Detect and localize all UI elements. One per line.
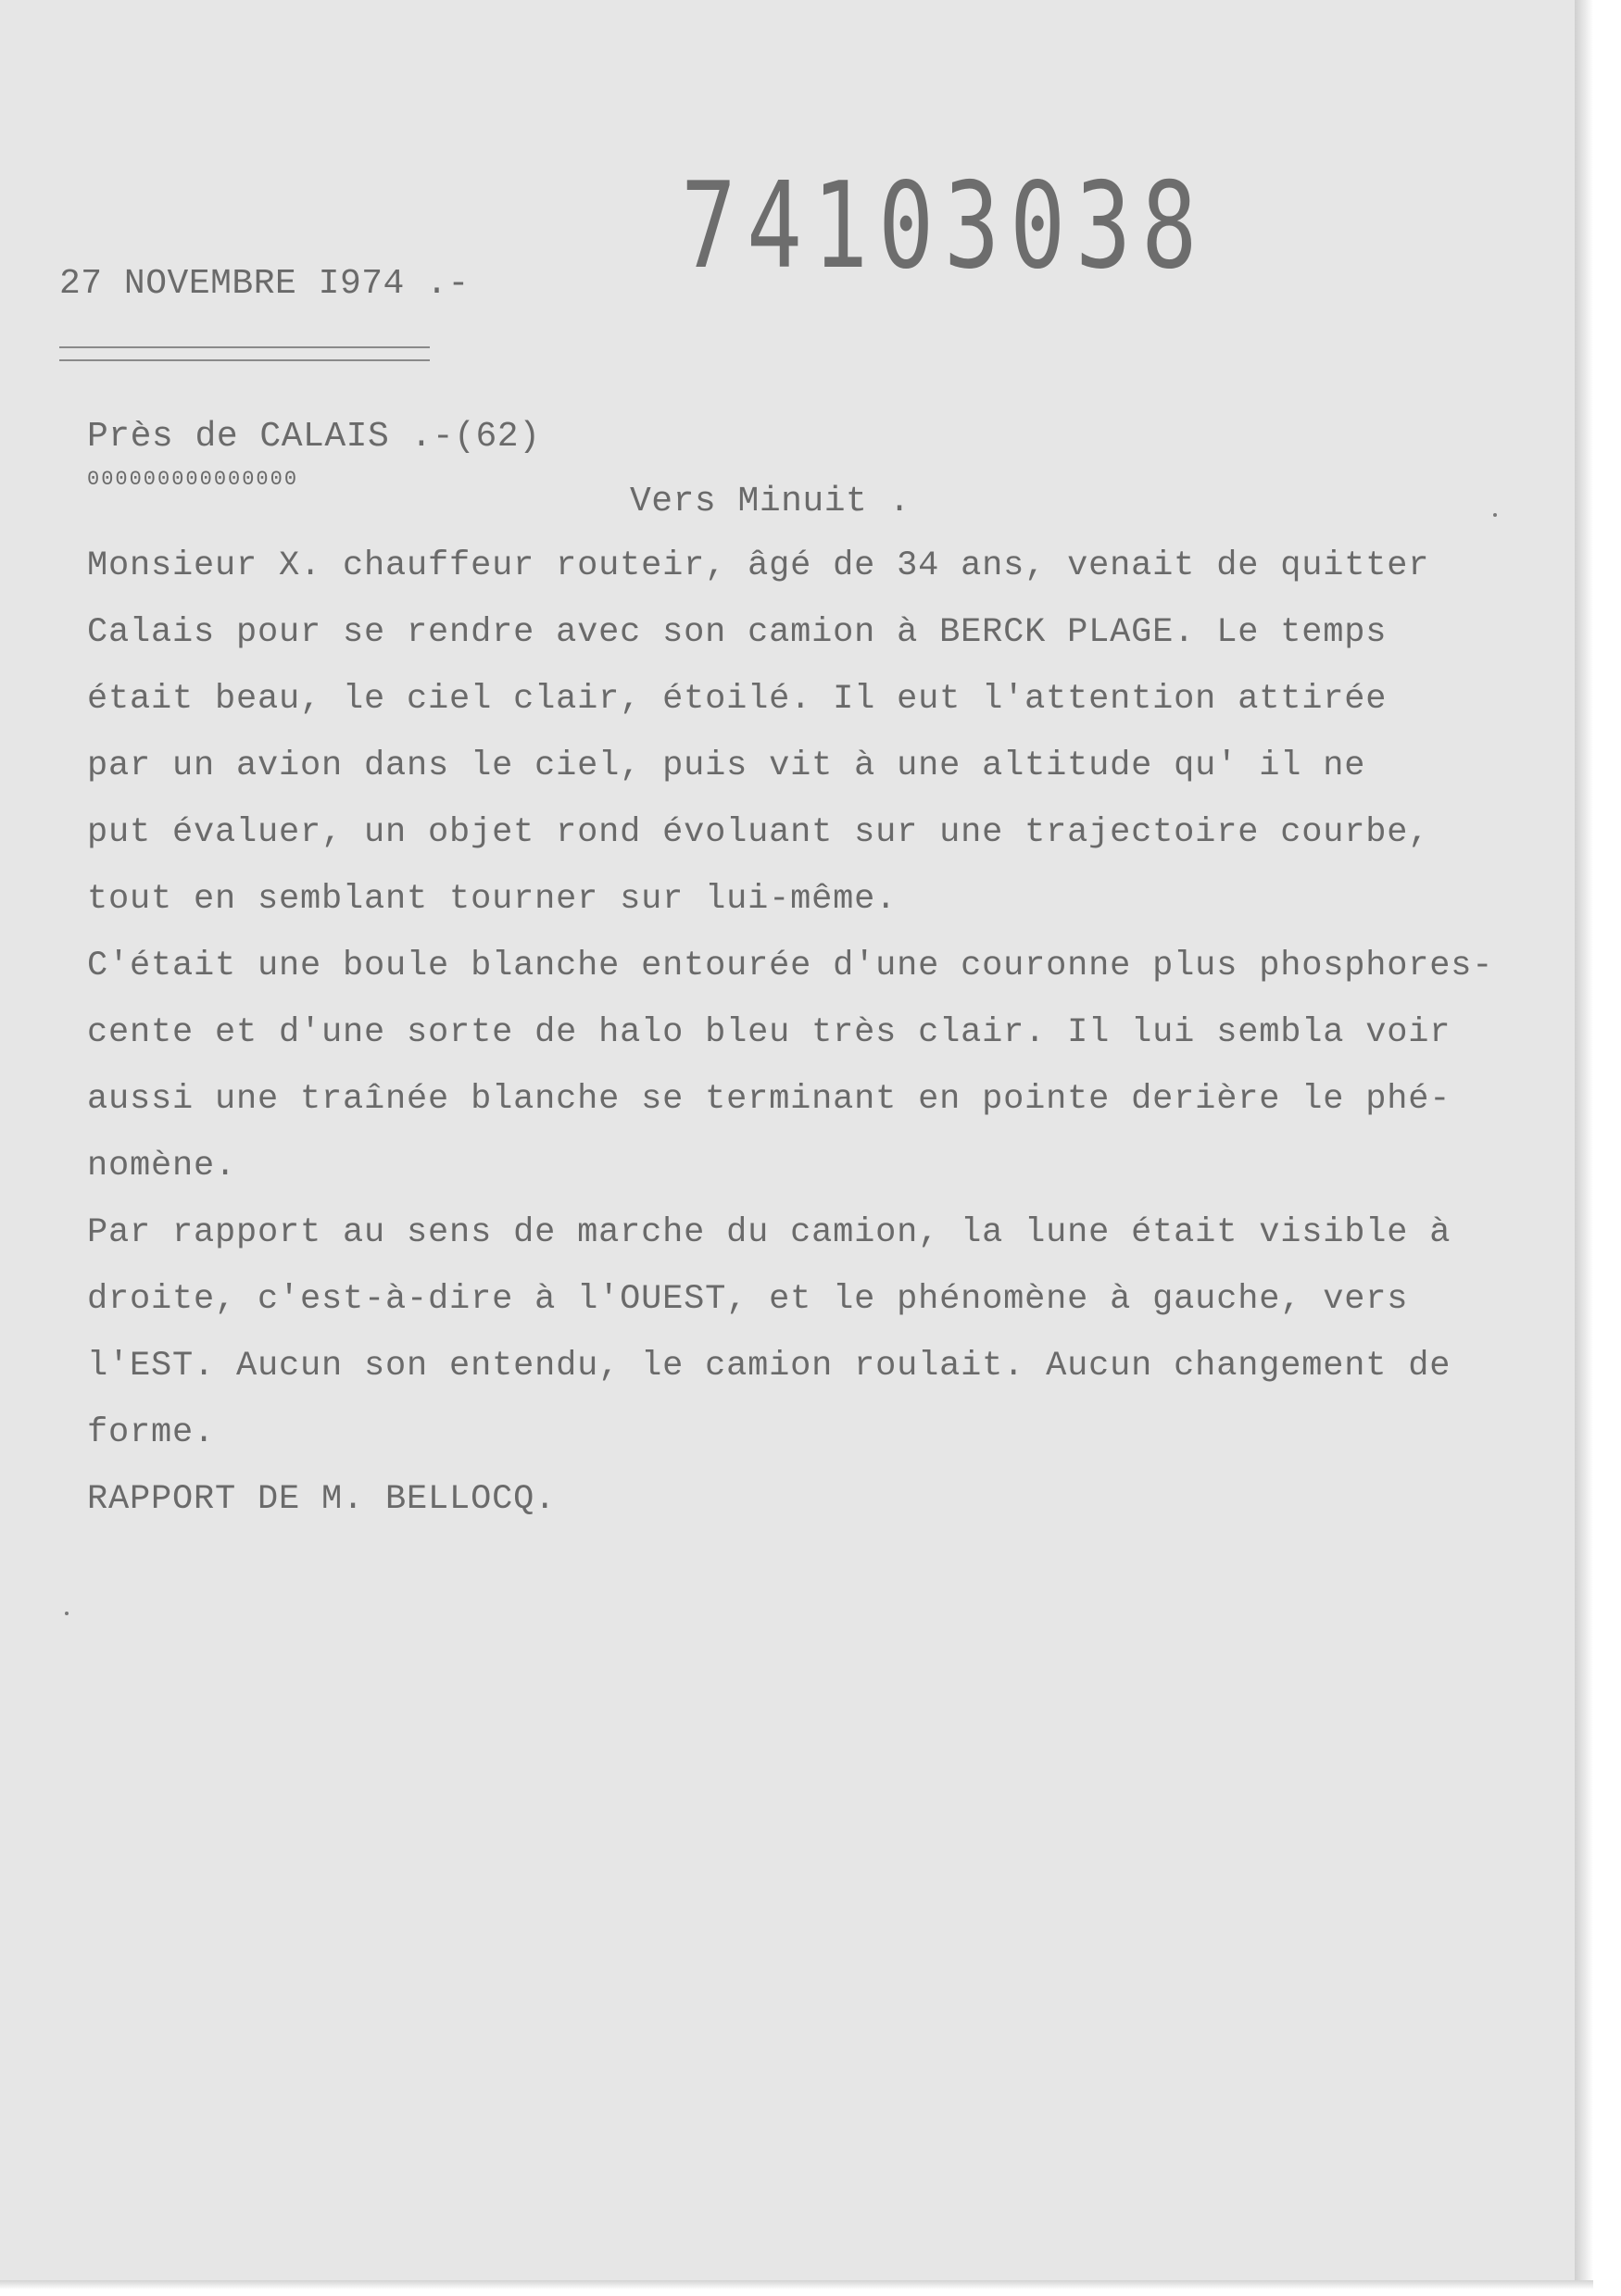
body-line: aussi une traînée blanche se terminant en pointe derière le phé- bbox=[87, 1080, 1451, 1119]
body-line: Monsieur X. chauffeur routeir, âgé de 34 ans, venait de quitter bbox=[87, 546, 1430, 585]
body-line: cente et d'une sorte de halo bleu très clair. Il lui sembla voir bbox=[87, 1013, 1451, 1052]
body-line: Calais pour se rendre avec son camion à BERCK PLAGE. Le temps bbox=[87, 613, 1388, 652]
body-line: était beau, le ciel clair, étoilé. Il eut l'attention attirée bbox=[87, 680, 1388, 719]
body-line: par un avion dans le ciel, puis vit à une altitude qu' il ne bbox=[87, 747, 1366, 785]
body-line: forme. bbox=[87, 1413, 216, 1452]
body-line: l'EST. Aucun son entendu, le camion roulait. Aucun changement de bbox=[87, 1347, 1451, 1386]
page-bottom-shadow bbox=[0, 2280, 1593, 2290]
report-location: Près de CALAIS .-(62) bbox=[87, 417, 541, 457]
body-line: droite, c'est-à-dire à l'OUEST, et le phénomène à gauche, vers bbox=[87, 1280, 1409, 1319]
paper-speck bbox=[1493, 513, 1497, 517]
report-date: 27 NOVEMBRE I974 .- bbox=[59, 264, 470, 304]
report-time: Vers Minuit . bbox=[630, 482, 911, 521]
body-line: tout en semblant tourner sur lui-même. bbox=[87, 880, 898, 919]
paper-speck bbox=[65, 1612, 69, 1615]
reference-number-stamp: 74103038 bbox=[681, 157, 1208, 295]
body-line: Par rapport au sens de marche du camion, la lune était visible à bbox=[87, 1213, 1451, 1252]
body-line: nomène. bbox=[87, 1147, 237, 1186]
location-underline: 000000000000000 bbox=[87, 468, 299, 491]
body-line: C'était une boule blanche entourée d'une couronne plus phosphores- bbox=[87, 947, 1494, 985]
body-line: put évaluer, un objet rond évoluant sur une trajectoire courbe, bbox=[87, 813, 1430, 852]
signature-line: RAPPORT DE M. BELLOCQ. bbox=[87, 1480, 557, 1519]
date-underline bbox=[59, 346, 430, 361]
page-edge-shadow bbox=[1575, 0, 1593, 2288]
